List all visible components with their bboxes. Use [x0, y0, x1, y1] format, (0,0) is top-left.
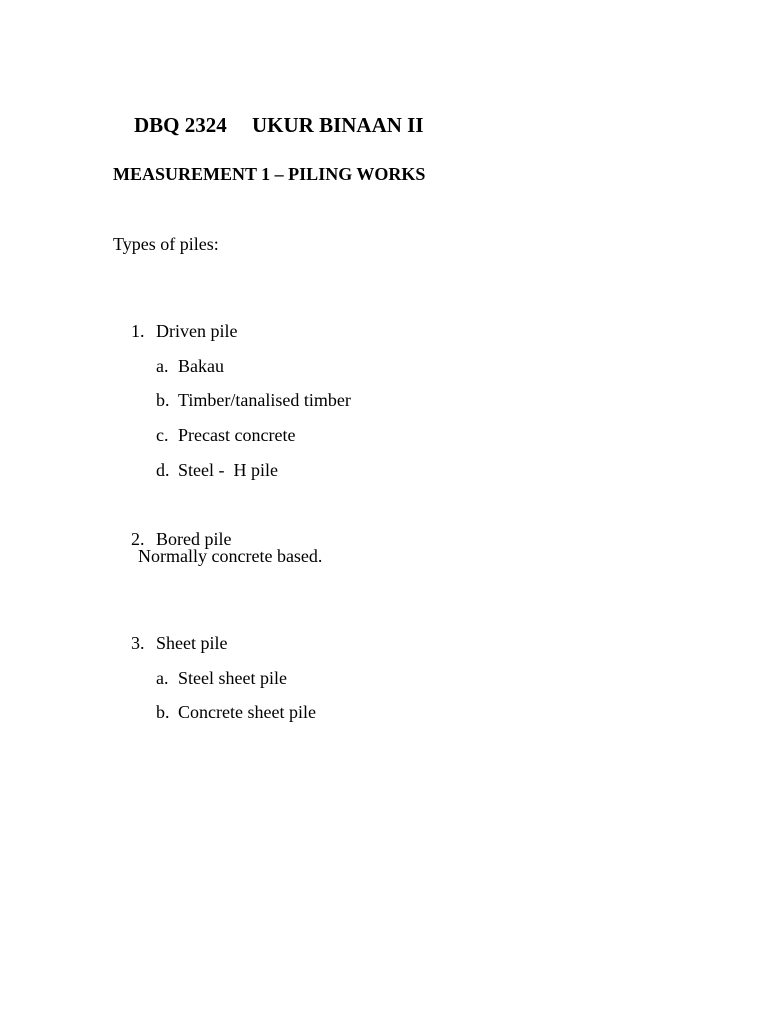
sub-item-letter: a. — [156, 668, 169, 688]
list-number: 2. — [131, 529, 145, 549]
sub-item-letter: c. — [156, 425, 169, 445]
sub-item-text: Precast concrete — [178, 425, 296, 445]
sub-item-text: Bakau — [178, 356, 224, 376]
course-name: UKUR BINAAN II — [252, 113, 424, 137]
list-item-label: Driven pile — [156, 321, 238, 341]
sub-item-letter: d. — [156, 460, 170, 480]
list-item-note: Normally concrete based. — [138, 546, 323, 566]
sub-item-letter: b. — [156, 702, 170, 722]
sub-item-letter: b. — [156, 390, 170, 410]
course-code: DBQ 2324 — [134, 113, 227, 137]
sub-item-text: Steel - H pile — [178, 460, 278, 480]
list-item-label: Bored pile — [156, 529, 232, 549]
intro-text: Types of piles: — [113, 234, 219, 254]
sub-item-text: Steel sheet pile — [178, 668, 287, 688]
section-title: MEASUREMENT 1 – PILING WORKS — [113, 164, 426, 184]
sub-item — [138, 685, 316, 739]
sub-item-text: Timber/tanalised timber — [178, 390, 351, 410]
list-number: 3. — [131, 633, 145, 653]
list-number: 1. — [131, 321, 145, 341]
list-item-label: Sheet pile — [156, 633, 228, 653]
sub-item-letter: a. — [156, 356, 169, 376]
course-title — [113, 94, 424, 157]
sub-item-text: Concrete sheet pile — [178, 702, 316, 722]
sub-item — [138, 443, 278, 497]
